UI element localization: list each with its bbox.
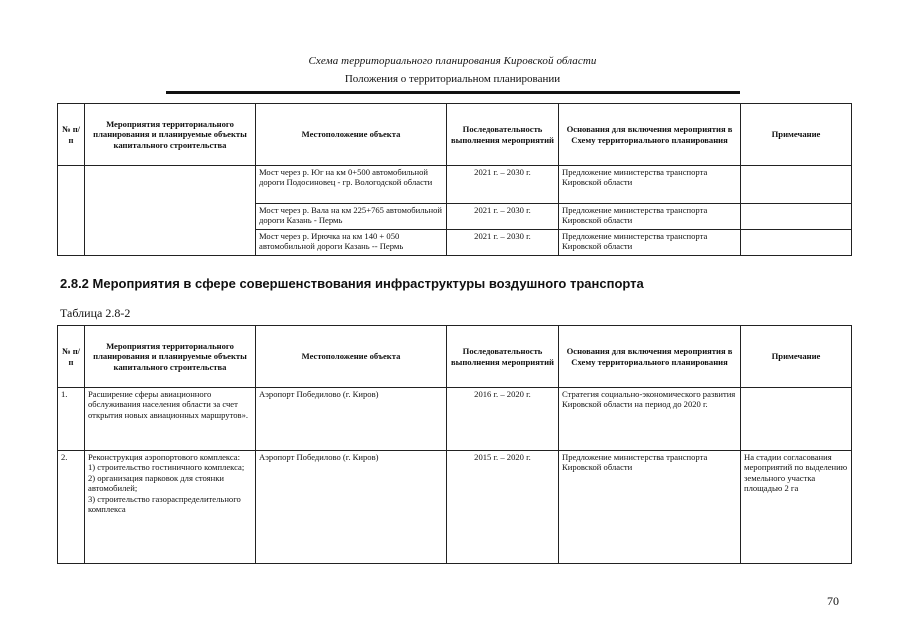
column-header-basis: Основания для включения мероприятия в Схему территориального планирования (559, 104, 741, 166)
period-cell: 2015 г. – 2020 г. (447, 451, 559, 564)
basis-cell: Предложение министерства транспорта Кировской области (559, 204, 741, 230)
row-number-cell: 1. (58, 388, 85, 451)
note-cell (741, 230, 852, 256)
period-cell: 2016 г. – 2020 г. (447, 388, 559, 451)
basis-cell: Стратегия социально-экономического развития Кировской области на период до 2020 г. (559, 388, 741, 451)
document-subtitle: Положения о территориальном планировании (344, 73, 561, 85)
air-transport-table (57, 325, 852, 564)
header-divider (166, 91, 740, 94)
note-cell (741, 166, 852, 204)
table-caption: Таблица 2.8-2 (60, 306, 131, 320)
basis-cell: Предложение министерства транспорта Кировской области (559, 166, 741, 204)
column-header-note: Примечание (741, 104, 852, 166)
location-cell: Мост через р. Юг на км 0+500 автомобильной дороги Подосиновец - гр. Вологодской области (256, 166, 447, 204)
page-number: 70 (827, 594, 839, 608)
location-cell: Аэропорт Победилово (г. Киров) (256, 388, 447, 451)
note-cell (741, 388, 852, 451)
column-header-note: Примечание (741, 326, 852, 388)
location-cell: Мост через р. Ирючка на км 140 + 050 автомобильной дороги Казань -- Пермь (256, 230, 447, 256)
note-cell (741, 204, 852, 230)
basis-cell: Предложение министерства транспорта Кировской области (559, 451, 741, 564)
table-row (58, 166, 852, 204)
table-header-row (58, 326, 852, 388)
measure-line: Реконструкция аэропортового комплекса: (88, 452, 241, 462)
measure-cell: Расширение сферы авиационного обслуживания населения области за счет открытия новых авиационных маршрутов». (85, 388, 256, 451)
column-header-sequence: Последовательность выполнения мероприятий (447, 104, 559, 166)
table-row (58, 451, 852, 564)
measure-cell (85, 451, 256, 564)
row-number-cell: 2. (58, 451, 85, 564)
row-number-cell (58, 166, 85, 256)
column-header-measures: Мероприятия территориального планирования и планируемые объекты капитального строительства (85, 104, 256, 166)
column-header-location: Местоположение объекта (256, 104, 447, 166)
table-row (58, 388, 852, 451)
period-cell: 2021 г. – 2030 г. (447, 204, 559, 230)
column-header-measures: Мероприятия территориального планирования и планируемые объекты капитального строительства (85, 326, 256, 388)
column-header-location: Местоположение объекта (256, 326, 447, 388)
column-header-basis: Основания для включения мероприятия в Схему территориального планирования (559, 326, 741, 388)
note-cell: На стадии согласования мероприятий по выделению земельного участка площадью 2 га (741, 451, 852, 564)
table-header-row (58, 104, 852, 166)
location-cell: Аэропорт Победилово (г. Киров) (256, 451, 447, 564)
road-bridges-table (57, 103, 852, 256)
column-header-sequence: Последовательность выполнения мероприятий (447, 326, 559, 388)
basis-cell: Предложение министерства транспорта Кировской области (559, 230, 741, 256)
measure-line: 1) строительство гостиничного комплекса; (88, 462, 245, 473)
measure-line: 3) строительство газораспределительного комплекса (88, 493, 241, 515)
period-cell: 2021 г. – 2030 г. (447, 230, 559, 256)
column-header-number: № п/п (58, 326, 85, 388)
column-header-number: № п/п (58, 104, 85, 166)
measure-cell (85, 166, 256, 256)
measure-line: 2) организация парковок для стоянки автомобилей; (88, 472, 224, 494)
period-cell: 2021 г. – 2030 г. (447, 166, 559, 204)
location-cell: Мост через р. Вала на км 225+765 автомобильной дороги Казань - Пермь (256, 204, 447, 230)
section-heading: 2.8.2 Мероприятия в сфере совершенствования инфраструктуры воздушного транспорта (60, 276, 644, 291)
document-title: Схема территориального планирования Кировской области (308, 55, 597, 67)
